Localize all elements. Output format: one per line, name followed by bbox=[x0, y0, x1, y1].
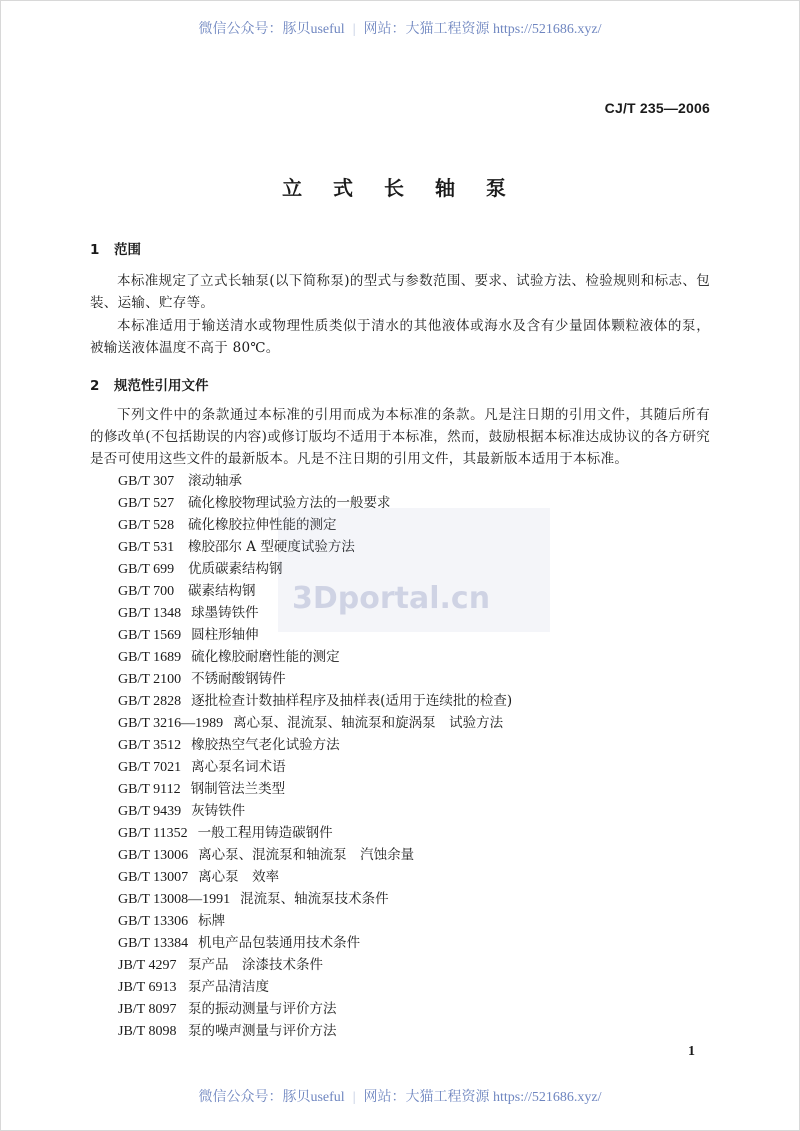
reference-code: GB/T 1689 bbox=[118, 650, 182, 665]
watermark-website: 网站：大猫工程资源 https://521686.xyz/ bbox=[363, 1090, 602, 1105]
reference-code: GB/T 2828 bbox=[118, 694, 182, 709]
reference-title: 不锈耐酸钢铸件 bbox=[191, 671, 286, 687]
reference-title: 灰铸铁件 bbox=[191, 803, 246, 819]
reference-code: GB/T 1348 bbox=[118, 606, 182, 621]
reference-title: 离心泵、混流泵、轴流泵和旋涡泵 试验方法 bbox=[233, 715, 504, 731]
reference-code: GB/T 13384 bbox=[118, 936, 189, 951]
reference-title: 逐批检查计数抽样程序及抽样表(适用于连续批的检查) bbox=[191, 693, 513, 709]
reference-item bbox=[118, 470, 678, 492]
reference-code: GB/T 11352 bbox=[118, 826, 188, 841]
watermark-account: 微信公众号：豚贝useful bbox=[198, 22, 345, 37]
page-number: 1 bbox=[688, 1044, 695, 1059]
reference-item bbox=[118, 668, 678, 690]
reference-item bbox=[118, 800, 678, 822]
section-number: 1 bbox=[90, 242, 100, 258]
reference-item bbox=[118, 866, 678, 888]
reference-code: GB/T 13007 bbox=[118, 870, 189, 885]
reference-title: 离心泵名词术语 bbox=[191, 759, 286, 775]
reference-code: GB/T 7021 bbox=[118, 760, 182, 775]
reference-title: 混流泵、轴流泵技术条件 bbox=[240, 891, 389, 907]
reference-title: 离心泵 效率 bbox=[198, 869, 280, 885]
reference-code: GB/T 3512 bbox=[118, 738, 182, 753]
reference-item bbox=[118, 712, 678, 734]
reference-item bbox=[118, 976, 678, 998]
reference-title: 橡胶邵尔 A 型硬度试验方法 bbox=[188, 539, 355, 555]
reference-item bbox=[118, 844, 678, 866]
reference-title: 硫化橡胶耐磨性能的测定 bbox=[191, 649, 340, 665]
reference-item bbox=[118, 778, 678, 800]
top-watermark bbox=[0, 18, 800, 38]
reference-item bbox=[118, 690, 678, 712]
reference-item bbox=[118, 1020, 678, 1042]
reference-title: 离心泵、混流泵和轴流泵 汽蚀余量 bbox=[198, 847, 415, 863]
reference-code: GB/T 2100 bbox=[118, 672, 182, 687]
section-number: 2 bbox=[90, 378, 100, 394]
reference-code: GB/T 9112 bbox=[118, 782, 181, 797]
reference-item bbox=[118, 734, 678, 756]
bottom-watermark bbox=[0, 1086, 800, 1106]
reference-code: GB/T 528 bbox=[118, 518, 175, 533]
reference-title: 钢制管法兰类型 bbox=[190, 781, 286, 797]
reference-title: 硫化橡胶物理试验方法的一般要求 bbox=[188, 495, 391, 511]
section-2-heading bbox=[90, 374, 209, 394]
3dportal-logo-watermark bbox=[268, 508, 550, 632]
reference-code: GB/T 9439 bbox=[118, 804, 182, 819]
reference-title: 球墨铸铁件 bbox=[191, 605, 259, 621]
reference-item bbox=[118, 646, 678, 668]
section-title: 范围 bbox=[114, 242, 141, 258]
reference-code: JB/T 8098 bbox=[118, 1024, 177, 1039]
reference-title: 泵产品清洁度 bbox=[188, 979, 269, 995]
reference-title: 泵产品 涂漆技术条件 bbox=[188, 957, 323, 973]
reference-title: 泵的噪声测量与评价方法 bbox=[188, 1023, 337, 1039]
reference-title: 机电产品包装通用技术条件 bbox=[198, 935, 361, 951]
reference-code: JB/T 6913 bbox=[118, 980, 177, 995]
reference-item bbox=[118, 932, 678, 954]
watermark-website: 网站：大猫工程资源 https://521686.xyz/ bbox=[363, 22, 602, 37]
reference-code: GB/T 13006 bbox=[118, 848, 189, 863]
reference-title: 泵的振动测量与评价方法 bbox=[188, 1001, 337, 1017]
reference-title: 标牌 bbox=[198, 913, 226, 929]
section-title: 规范性引用文件 bbox=[114, 378, 209, 394]
reference-title: 硫化橡胶拉伸性能的测定 bbox=[188, 517, 337, 533]
reference-title: 一般工程用铸造碳钢件 bbox=[197, 825, 333, 841]
reference-title: 滚动轴承 bbox=[188, 473, 242, 489]
reference-code: JB/T 4297 bbox=[118, 958, 177, 973]
document-title: 立 式 长 轴 泵 bbox=[282, 176, 518, 200]
reference-item bbox=[118, 822, 678, 844]
logo-watermark-text: 3Dportal.cn bbox=[292, 581, 491, 616]
reference-code: JB/T 8097 bbox=[118, 1002, 177, 1017]
watermark-separator: | bbox=[352, 22, 356, 37]
reference-code: GB/T 307 bbox=[118, 474, 175, 489]
reference-item bbox=[118, 910, 678, 932]
reference-title: 碳素结构钢 bbox=[188, 583, 256, 599]
section-1-heading bbox=[90, 238, 141, 258]
section-1-paragraph-2: 本标准适用于输送清水或物理性质类似于清水的其他液体或海水及含有少量固体颗粒液体的泵，被输送液体温度不高于 80℃。 bbox=[90, 318, 710, 356]
reference-item bbox=[118, 998, 678, 1020]
reference-item bbox=[118, 756, 678, 778]
watermark-separator: | bbox=[352, 1090, 356, 1105]
reference-code: GB/T 13306 bbox=[118, 914, 189, 929]
reference-code: GB/T 699 bbox=[118, 562, 175, 577]
section-1-paragraph-1: 本标准规定了立式长轴泵(以下简称泵)的型式与参数范围、要求、试验方法、检验规则和标志、包装、运输、贮存等。 bbox=[90, 273, 710, 311]
reference-item bbox=[118, 888, 678, 910]
reference-title: 圆柱形轴伸 bbox=[191, 627, 259, 643]
reference-code: GB/T 3216—1989 bbox=[118, 716, 224, 731]
reference-code: GB/T 527 bbox=[118, 496, 175, 511]
reference-code: GB/T 1569 bbox=[118, 628, 182, 643]
reference-code: GB/T 700 bbox=[118, 584, 175, 599]
reference-code: GB/T 13008—1991 bbox=[118, 892, 231, 907]
watermark-account: 微信公众号：豚贝useful bbox=[198, 1090, 345, 1105]
reference-item bbox=[118, 954, 678, 976]
reference-title: 优质碳素结构钢 bbox=[188, 561, 283, 577]
reference-title: 橡胶热空气老化试验方法 bbox=[191, 737, 340, 753]
standard-code: CJ/T 235—2006 bbox=[604, 100, 710, 116]
reference-code: GB/T 531 bbox=[118, 540, 175, 555]
section-2-paragraph-1: 下列文件中的条款通过本标准的引用而成为本标准的条款。凡是注日期的引用文件，其随后所有的修改单(不包括勘误的内容)或修订版均不适用于本标准，然而，鼓励根据本标准达成协议的各方研究是否可使用这些文件的最新版本。凡是不注日期的引用文件，其最新版本适用于本标准。 bbox=[90, 407, 710, 467]
